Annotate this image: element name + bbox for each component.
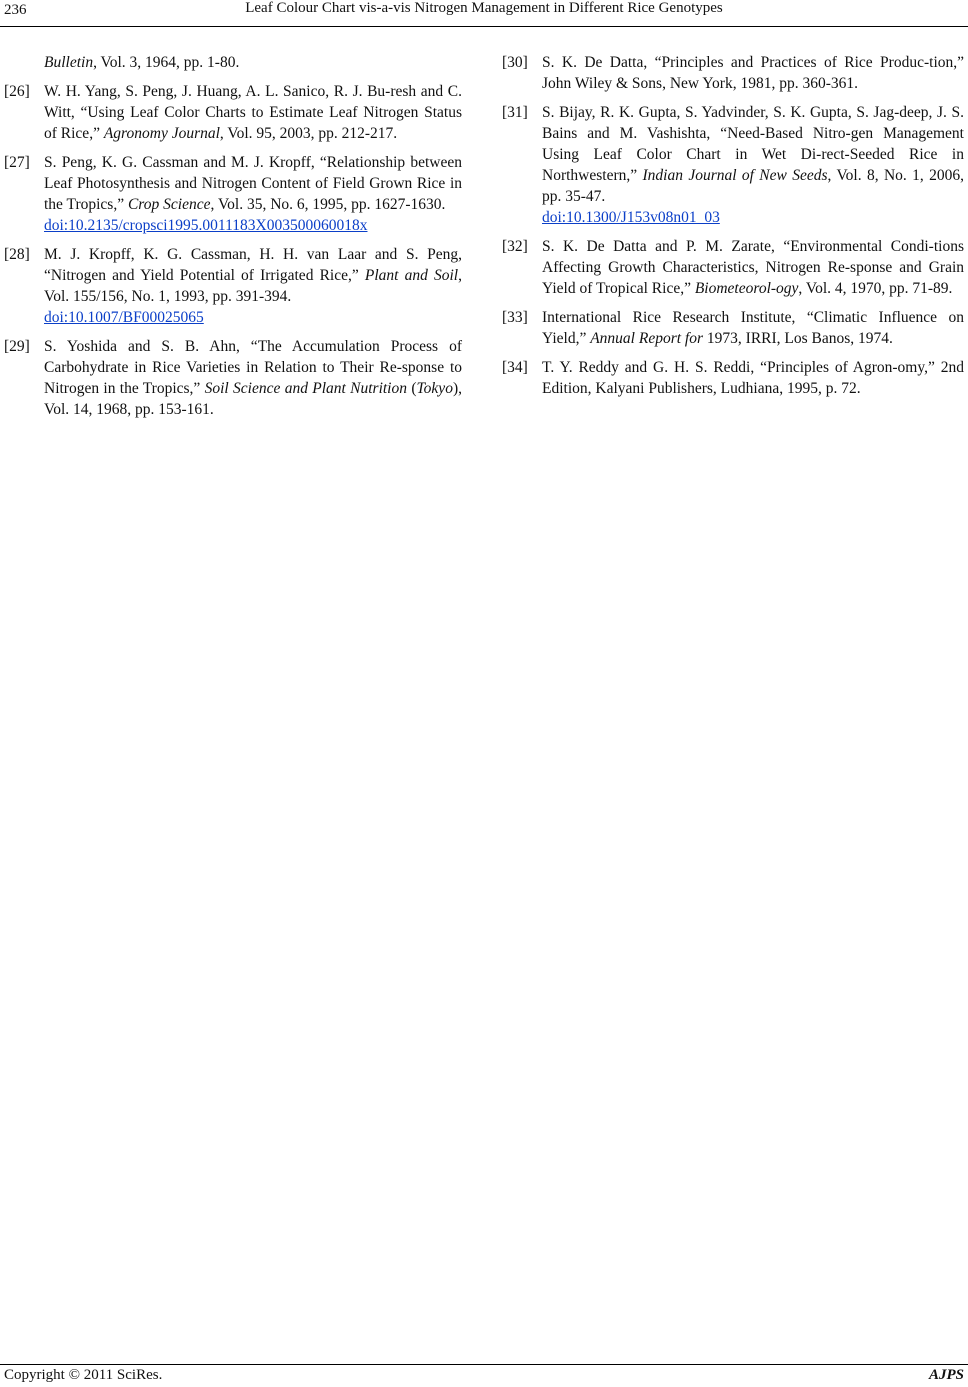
reference-number: [34]: [502, 359, 528, 376]
reference-journal: Bulletin: [44, 54, 94, 71]
reference-text: S. Bijay, R. K. Gupta, S. Yadvinder, S. K. Gupta, S. Jag-deep, J. S. Bains and M. Vashishta, “Need-Based Nitro-gen Management Using Leaf Color Chart in Wet Di-rect-Seeded Rice in Northwestern,”: [542, 104, 964, 184]
reference-text: W. H. Yang, S. Peng, J. Huang, A. L. Sanico, R. J. Bu-resh and C. Witt, “Using Leaf Color Charts to Estimate Leaf Nitrogen Status of Rice,”: [44, 83, 462, 142]
reference-text: S. K. De Datta and P. M. Zarate, “Environmental Condi-tions Affecting Growth Characteristics, Nitrogen Re-sponse and Grain Yield of Tropical Rice,”: [542, 238, 964, 297]
reference-journal: Crop Science: [127, 196, 211, 213]
reference-text: M. J. Kropff, K. G. Cassman, H. H. van Laar and S. Peng, “Nitrogen and Yield Potential of Irrigated Rice,”: [44, 246, 462, 284]
reference-tail: , Vol. 95, 2003, pp. 212-217.: [219, 125, 398, 142]
reference-30: [502, 52, 964, 94]
reference-tail: , Vol. 35, No. 6, 1995, pp. 1627-1630.: [210, 196, 446, 213]
reference-journal: Indian Journal of New Seeds: [642, 167, 828, 184]
reference-number: [32]: [502, 238, 528, 255]
reference-number: [30]: [502, 54, 528, 71]
reference-journal-location: Tokyo: [416, 380, 453, 397]
reference-journal: Biometeorol-ogy: [694, 280, 799, 297]
reference-28: [4, 244, 462, 328]
reference-number: [27]: [4, 154, 30, 171]
reference-journal: Agronomy Journal: [103, 125, 220, 142]
reference-journal: Annual Report for: [590, 330, 704, 347]
reference-number: [31]: [502, 104, 528, 121]
reference-33: [502, 307, 964, 349]
reference-text: S. K. De Datta, “Principles and Practices of Rice Produc-tion,” John Wiley & Sons, New York, 1981, pp. 360-361.: [542, 54, 964, 92]
reference-tail: , Vol. 8, No. 1, 2006, pp. 35-47.: [542, 167, 965, 205]
right-column: [502, 52, 964, 407]
left-column: [4, 52, 462, 428]
page-header: [0, 0, 968, 27]
reference-journal: Plant and Soil: [364, 267, 459, 284]
reference-text: T. Y. Reddy and G. H. S. Reddi, “Principles of Agron-omy,” 2nd Edition, Kalyani Publishers, Ludhiana, 1995, p. 72.: [542, 359, 964, 397]
reference-text: International Rice Research Institute, “Climatic Influence on Yield,”: [542, 309, 964, 347]
page-footer: [0, 1364, 968, 1387]
journal-abbreviation: AJPS: [928, 1367, 964, 1383]
copyright-notice: Copyright © 2011 SciRes.: [4, 1367, 163, 1383]
reference-32: [502, 236, 964, 299]
reference-text: S. Peng, K. G. Cassman and M. J. Kropff, “Relationship between Leaf Photosynthesis and Nitrogen Content of Field Grown Rice in the Tropics,”: [44, 154, 462, 213]
page-number: 236: [4, 2, 27, 18]
reference-29: [4, 336, 462, 420]
reference-tail: 1973, IRRI, Los Banos, 1974.: [703, 330, 893, 347]
reference-34: [502, 357, 964, 399]
reference-number: [26]: [4, 83, 30, 100]
reference-tail: , Vol. 4, 1970, pp. 71-89.: [798, 280, 953, 297]
reference-tail: ), Vol. 14, 1968, pp. 153-161.: [44, 380, 462, 418]
running-title: Leaf Colour Chart vis-a-vis Nitrogen Management in Different Rice Genotypes: [245, 0, 723, 16]
reference-number: [33]: [502, 309, 528, 326]
reference-tail: , Vol. 3, 1964, pp. 1-80.: [93, 54, 240, 71]
reference-continuation: [4, 52, 462, 73]
reference-mid: (: [407, 380, 417, 397]
reference-journal: Soil Science and Plant Nutrition: [204, 380, 407, 397]
doi-link[interactable]: doi:10.2135/cropsci1995.0011183X003500060018x: [44, 217, 368, 234]
reference-number: [29]: [4, 338, 30, 355]
reference-27: [4, 152, 462, 236]
reference-26: [4, 81, 462, 144]
doi-link[interactable]: doi:10.1300/J153v08n01_03: [542, 209, 720, 226]
reference-tail: , Vol. 155/156, No. 1, 1993, pp. 391-394.: [44, 267, 462, 305]
reference-number: [28]: [4, 246, 30, 263]
reference-text: S. Yoshida and S. B. Ahn, “The Accumulation Process of Carbohydrate in Rice Varieties in Relation to Their Re-sponse to Nitrogen in the Tropics,”: [44, 338, 462, 397]
doi-link[interactable]: doi:10.1007/BF00025065: [44, 309, 204, 326]
reference-31: [502, 102, 964, 228]
